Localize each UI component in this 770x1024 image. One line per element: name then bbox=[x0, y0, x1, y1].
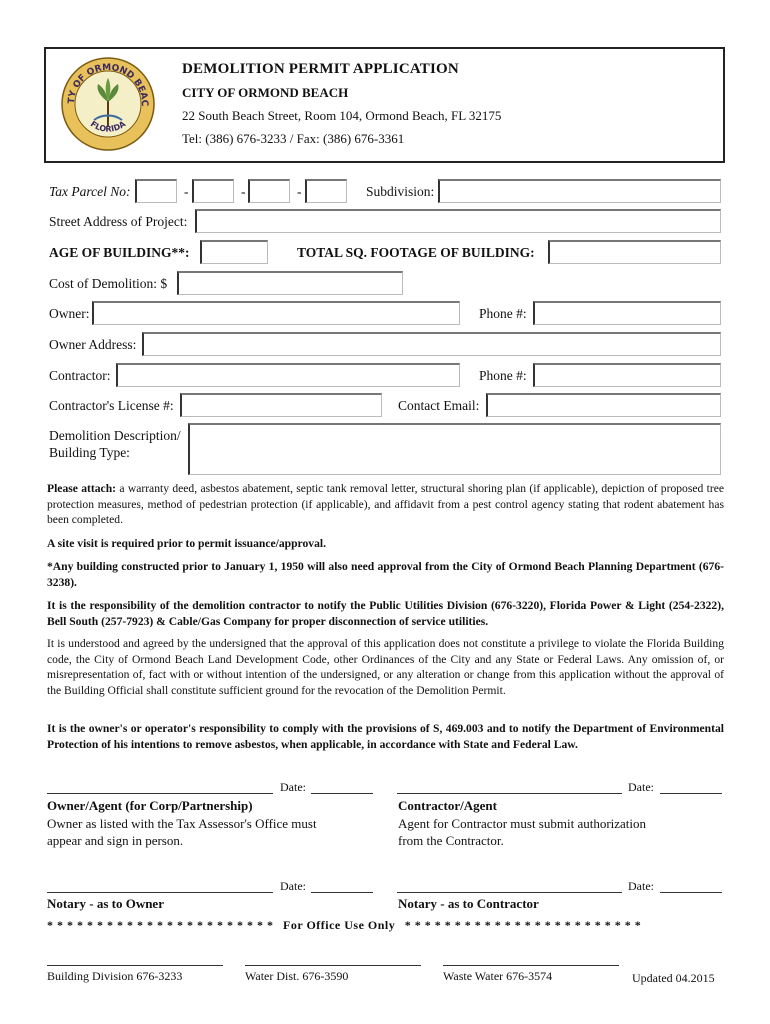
tax-parcel-field-3[interactable] bbox=[248, 179, 290, 203]
subdivision-field[interactable] bbox=[438, 179, 721, 203]
total-sqft-label: TOTAL SQ. FOOTAGE OF BUILDING: bbox=[297, 245, 535, 260]
updated-date: Updated 04.2015 bbox=[632, 971, 715, 985]
asbestos-note: It is the owner's or operator's responsibility to comply with the provisions of S, 469.003 and to notify the Department of Environmental Protection of his intentions to remove asbestos, when applicable, in accordance with State and Federal Law. bbox=[47, 722, 724, 751]
notary-owner-label: Notary - as to Owner bbox=[47, 896, 164, 911]
owner-agent-sub-2: appear and sign in person. bbox=[47, 833, 184, 848]
owner-label: Owner: bbox=[49, 306, 90, 321]
notary-contractor-line[interactable] bbox=[397, 892, 622, 893]
city-seal-logo bbox=[60, 56, 156, 152]
age-of-building-label: AGE OF BUILDING**: bbox=[49, 245, 190, 260]
cost-of-demolition-label: Cost of Demolition: $ bbox=[49, 276, 168, 291]
contractor-signature-line[interactable] bbox=[397, 793, 622, 794]
owner-date-line[interactable] bbox=[311, 793, 373, 794]
contractor-field[interactable] bbox=[116, 363, 460, 387]
notary-owner-date-label: Date: bbox=[280, 879, 306, 893]
contractor-agent-title: Contractor/Agent bbox=[398, 798, 497, 813]
notary-owner-date-line[interactable] bbox=[311, 892, 373, 893]
notary-contractor-date-label: Date: bbox=[628, 879, 654, 893]
building-division-line[interactable] bbox=[47, 965, 223, 966]
owner-phone-label: Phone #: bbox=[479, 306, 527, 321]
notary-contractor-label: Notary - as to Contractor bbox=[398, 896, 539, 911]
seal-bottom-text: FLORIDA bbox=[88, 119, 128, 134]
street-address-field[interactable] bbox=[195, 209, 721, 233]
contractor-license-field[interactable] bbox=[180, 393, 382, 417]
total-sqft-field[interactable] bbox=[548, 240, 721, 264]
page-title: DEMOLITION PERMIT APPLICATION bbox=[182, 61, 459, 77]
tax-parcel-field-1[interactable] bbox=[135, 179, 177, 203]
city-address: 22 South Beach Street, Room 104, Ormond Beach, FL 32175 bbox=[182, 108, 502, 123]
waste-water-label: Waste Water 676-3574 bbox=[443, 969, 553, 983]
contractor-agent-sub-1: Agent for Contractor must submit authorization bbox=[398, 816, 647, 831]
owner-field[interactable] bbox=[92, 301, 460, 325]
water-dist-line[interactable] bbox=[245, 965, 421, 966]
dash-3: - bbox=[297, 184, 302, 199]
pre-1950-note: *Any building constructed prior to January 1, 1950 will also need approval from the City of Ormond Beach Planning Department (676-3238). bbox=[47, 560, 724, 589]
office-use-banner bbox=[47, 918, 724, 933]
owner-date-label: Date: bbox=[280, 780, 306, 794]
owner-agent-title: Owner/Agent (for Corp/Partnership) bbox=[47, 798, 253, 813]
contact-email-field[interactable] bbox=[486, 393, 721, 417]
owner-phone-field[interactable] bbox=[533, 301, 721, 325]
contractor-label: Contractor: bbox=[49, 368, 111, 383]
tax-parcel-field-2[interactable] bbox=[192, 179, 234, 203]
notary-contractor-date-line[interactable] bbox=[660, 892, 722, 893]
demolition-description-label: Demolition Description/ bbox=[49, 428, 181, 443]
contact-email-label: Contact Email: bbox=[398, 398, 480, 413]
cost-of-demolition-field[interactable] bbox=[177, 271, 403, 295]
water-dist-label: Water Dist. 676-3590 bbox=[245, 969, 349, 983]
site-visit-note: A site visit is required prior to permit issuance/approval. bbox=[47, 537, 327, 550]
building-type-label: Building Type: bbox=[49, 445, 130, 460]
attach-bold: Please attach: bbox=[47, 482, 117, 495]
seal-top-text: TY OF ORMOND BEAC bbox=[66, 62, 150, 107]
agreement-paragraph: It is understood and agreed by the undersigned that the approval of this application does not constitute a privilege to violate the Florida Building code, the City of Ormond Beach Land Development Code, other Ordinances of the City and any State or Federal Laws. Any omission of, or misrepresentation of, fact with or without intention of the undersigned, or any alteration or change from this application without the approval of the Building Official shall constitute sufficient ground for the revocation of the Demolition Permit. bbox=[47, 637, 724, 697]
contractor-agent-sub-2: from the Contractor. bbox=[398, 833, 504, 848]
tax-parcel-label: Tax Parcel No: bbox=[49, 184, 131, 199]
contractor-license-label: Contractor's License #: bbox=[49, 398, 174, 413]
owner-agent-sub-1: Owner as listed with the Tax Assessor's Office must bbox=[47, 816, 317, 831]
waste-water-line[interactable] bbox=[443, 965, 619, 966]
demolition-description-field[interactable] bbox=[188, 423, 721, 475]
office-stars-left: * * * * * * * * * * * * * * * * * * * * * * * bbox=[47, 918, 274, 932]
contractor-date-line[interactable] bbox=[660, 793, 722, 794]
street-address-label: Street Address of Project: bbox=[49, 214, 188, 229]
subdivision-label: Subdivision: bbox=[366, 184, 435, 199]
office-stars-right: * * * * * * * * * * * * * * * * * * * * * * * * bbox=[404, 918, 642, 932]
dash-2: - bbox=[241, 184, 246, 199]
owner-address-field[interactable] bbox=[142, 332, 721, 356]
owner-address-label: Owner Address: bbox=[49, 337, 137, 352]
office-use-label: For Office Use Only bbox=[283, 918, 396, 932]
contractor-phone-field[interactable] bbox=[533, 363, 721, 387]
age-of-building-field[interactable] bbox=[200, 240, 268, 264]
city-name: CITY OF ORMOND BEACH bbox=[182, 85, 349, 100]
contractor-phone-label: Phone #: bbox=[479, 368, 527, 383]
dash-1: - bbox=[184, 184, 189, 199]
city-phone: Tel: (386) 676-3233 / Fax: (386) 676-3361 bbox=[182, 131, 405, 146]
tax-parcel-field-4[interactable] bbox=[305, 179, 347, 203]
attach-body: a warranty deed, asbestos abatement, septic tank removal letter, structural shoring plan (if applicable), depiction of proposed tree protection measures, method of pedestrian protection (if applicable), and affidavit from a pest control agency stating that rodent abatement has been completed. bbox=[47, 482, 725, 527]
owner-signature-line[interactable] bbox=[47, 793, 273, 794]
utilities-note: It is the responsibility of the demolition contractor to notify the Public Utilities Division (676-3220), Florida Power & Light (254-2322), Bell South (257-7923) & Cable/Gas Company for proper disconnection of service utilities. bbox=[47, 599, 724, 628]
attach-paragraph bbox=[47, 481, 724, 528]
building-division-label: Building Division 676-3233 bbox=[47, 969, 183, 983]
contractor-date-label: Date: bbox=[628, 780, 654, 794]
notary-owner-line[interactable] bbox=[47, 892, 273, 893]
